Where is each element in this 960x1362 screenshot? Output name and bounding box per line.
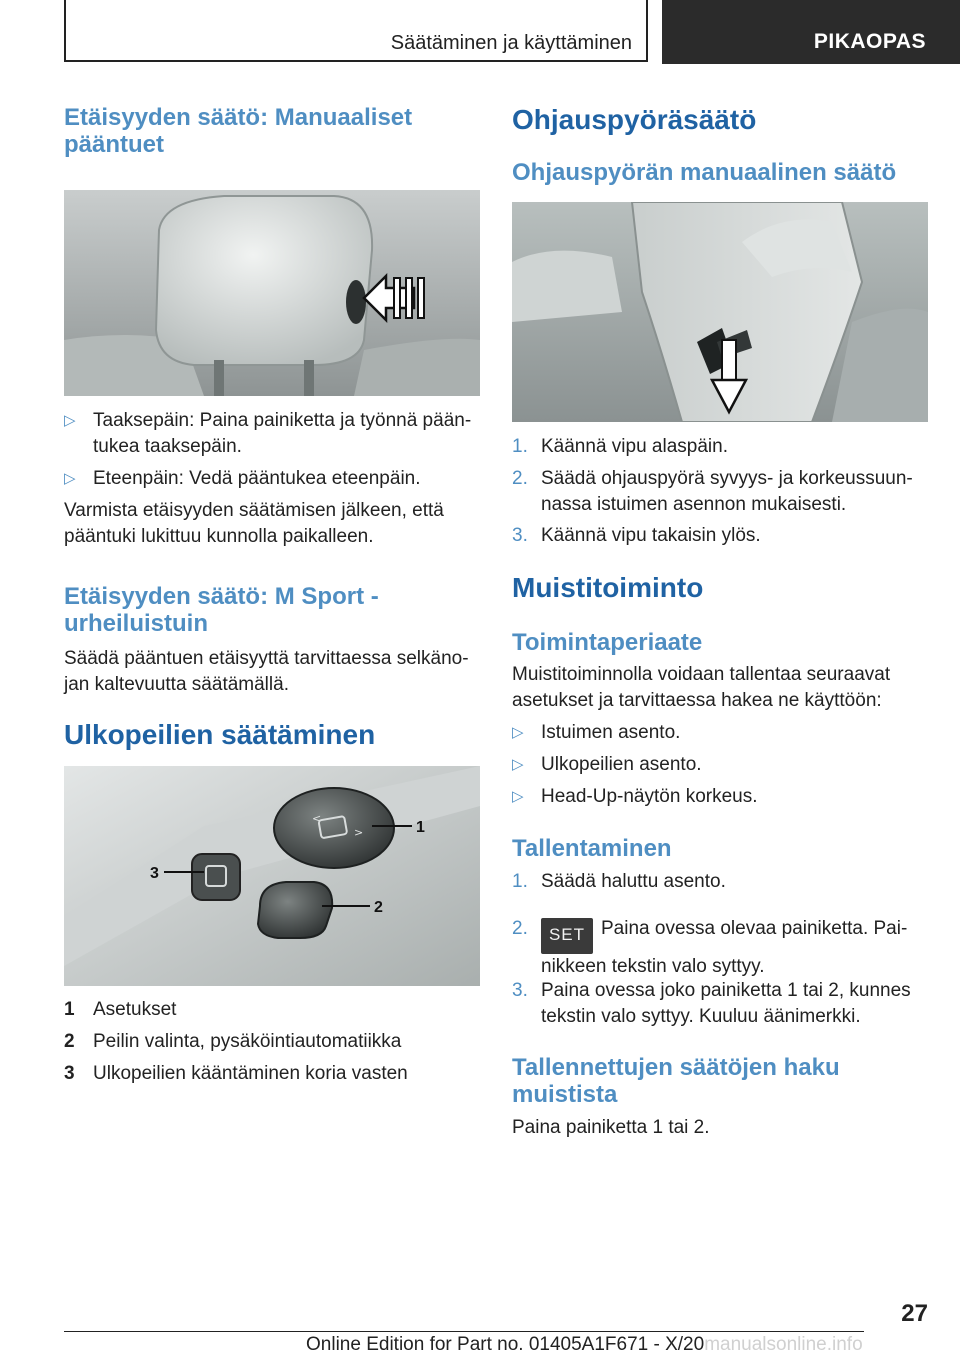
heading-recall: Tallennettujen säätöjen haku muistista	[512, 1054, 840, 1108]
header-tag-box	[662, 0, 960, 64]
legend-number: 1	[64, 999, 75, 1020]
legend-item	[64, 997, 480, 1023]
legend-item	[64, 1029, 480, 1055]
edition-text: Online Edition for Part no. 01405A1F671 - X/20	[306, 1334, 705, 1355]
legend-text: Asetukset	[93, 999, 177, 1020]
list-item	[64, 408, 480, 460]
watermark: manualsonline.info	[704, 1334, 863, 1355]
heading-saving: Tallentaminen	[512, 835, 672, 862]
page-number: 27	[901, 1300, 928, 1327]
heading-principle: Toimintaperiaate	[512, 629, 703, 656]
header-section-box	[64, 0, 648, 62]
step-number: 3.	[512, 525, 528, 546]
set-button-icon: SET	[541, 918, 593, 954]
bullet-text: Eteenpäin: Vedä pääntukea eteenpäin.	[93, 468, 421, 489]
heading-mirrors: Ulkopeilien säätäminen	[64, 719, 376, 750]
list-item	[512, 752, 928, 778]
headrest-illustration	[64, 190, 480, 396]
legend-text: Peilin valinta, pysäköintiautomatiikka	[93, 1031, 402, 1052]
legend-number: 3	[64, 1063, 75, 1084]
bullet-text: Head-Up-näytön korkeus.	[541, 786, 758, 807]
step-text: Paina ovessa joko painiketta 1 tai 2, kunnes tekstin valo syttyy. Kuuluu äänimerkki.	[541, 980, 911, 1027]
callout-1: 1	[416, 819, 425, 836]
step-text: Paina ovessa olevaa painiketta. Painikkeen tekstin valo syttyy.	[541, 918, 908, 977]
step-text: Käännä vipu alaspäin.	[541, 436, 728, 457]
list-item	[64, 466, 480, 492]
paragraph-verify: Varmista etäisyyden säätämisen jälkeen, että pääntuki lukittuu kunnolla paikalleen.	[64, 500, 444, 547]
triangle-bullet-icon: ▷	[64, 412, 76, 429]
bullet-text: Ulkopeilien asento.	[541, 754, 702, 775]
list-item	[512, 466, 928, 518]
step-number: 2.	[512, 468, 528, 489]
heading-steering: Ohjauspyöräsäätö	[512, 104, 757, 135]
step-number: 2.	[512, 918, 528, 939]
paragraph-m-sport: Säädä pääntuen etäisyyttä tarvittaessa selkänojan kaltevuutta säätämällä.	[64, 648, 469, 695]
triangle-bullet-icon: ▷	[64, 470, 76, 487]
paragraph-recall: Paina painiketta 1 tai 2.	[512, 1117, 710, 1138]
footer-divider	[64, 1331, 864, 1332]
svg-text:<: <	[312, 812, 322, 825]
step-text: Säädä ohjauspyörä syvyys- ja korkeussuunnassa istuimen asennon mukaisesti.	[541, 468, 913, 515]
step-number: 3.	[512, 980, 528, 1001]
steering-lever-illustration	[512, 202, 928, 422]
heading-manual-headrests: Etäisyyden säätö: Manuaaliset pääntuet	[64, 104, 413, 158]
paragraph-principle: Muistitoiminnolla voidaan tallentaa seuraavat asetukset ja tarvittaessa hakea ne käyttöön:	[512, 664, 891, 711]
list-item	[512, 869, 928, 895]
step-text: Säädä haluttu asento.	[541, 871, 726, 892]
svg-text:>: >	[354, 826, 364, 839]
callout-2: 2	[374, 899, 383, 916]
list-item	[512, 523, 928, 549]
list-item	[512, 978, 928, 1030]
bullet-text: Istuimen asento.	[541, 722, 681, 743]
list-item	[512, 784, 928, 810]
heading-steering-manual: Ohjauspyörän manuaalinen säätö	[512, 159, 897, 186]
heading-m-sport: Etäisyyden säätö: M Sport -urheiluistuin	[64, 583, 379, 637]
triangle-bullet-icon: ▷	[512, 756, 524, 773]
footer-edition	[306, 1334, 863, 1356]
heading-memory: Muistitoiminto	[512, 572, 704, 603]
callout-3: 3	[150, 865, 159, 882]
list-item	[512, 434, 928, 460]
header-section-title: Säätäminen ja käyttäminen	[390, 32, 632, 54]
step-text: Käännä vipu takaisin ylös.	[541, 525, 761, 546]
step-number: 1.	[512, 436, 528, 457]
step-text-with-button	[541, 916, 928, 980]
list-item	[512, 916, 928, 980]
triangle-bullet-icon: ▷	[512, 724, 524, 741]
legend-item	[64, 1061, 480, 1087]
step-number: 1.	[512, 871, 528, 892]
legend-text: Ulkopeilien kääntäminen koria vasten	[93, 1063, 408, 1084]
bullet-text: Taaksepäin: Paina painiketta ja työnnä pääntukea taaksepäin.	[93, 410, 472, 457]
header-tag: PIKAOPAS	[813, 30, 926, 53]
mirror-controls-illustration	[64, 766, 480, 986]
legend-number: 2	[64, 1031, 75, 1052]
triangle-bullet-icon: ▷	[512, 788, 524, 805]
list-item	[512, 720, 928, 746]
